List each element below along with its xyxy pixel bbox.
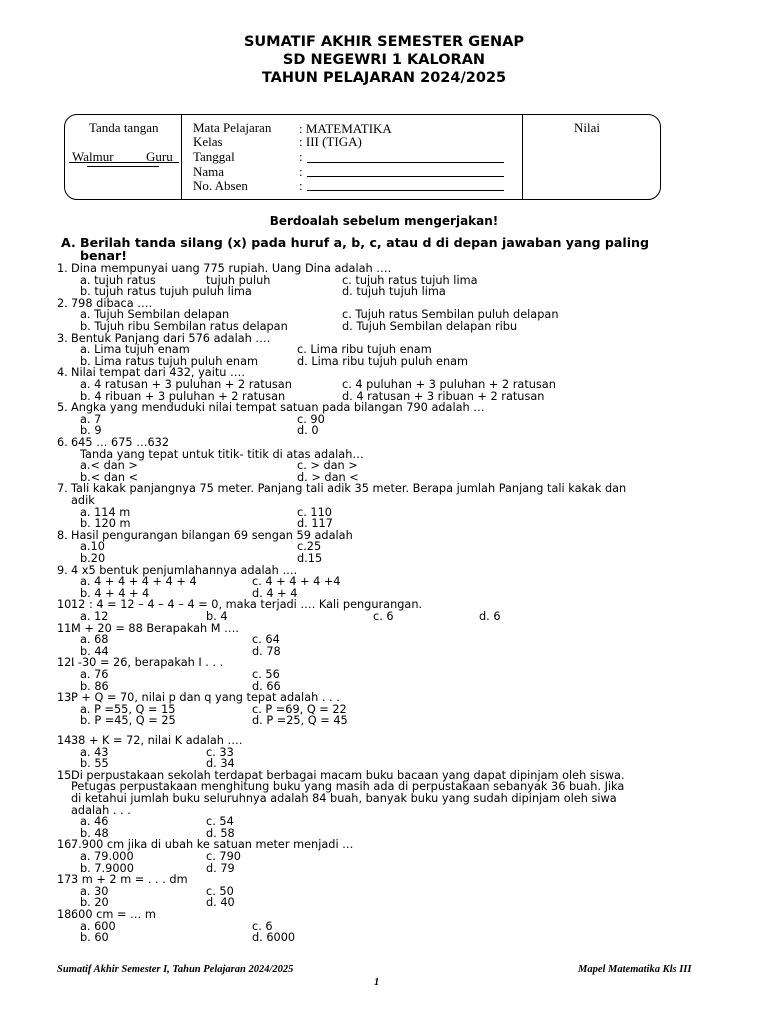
footer-right: Mapel Matematika Kls III [578,964,692,975]
question-number: 1. [57,262,68,275]
answer-option[interactable]: a. 46 [80,815,109,829]
answer-option[interactable]: c.25 [297,540,322,554]
question-number: 5. [57,401,68,415]
answer-option[interactable]: c. 4 puluhan + 3 puluhan + 2 ratusan [342,378,556,391]
answer-option[interactable]: b. 7.9000 [80,861,134,875]
question-text: 7.900 cm jika di ubah ke satuan meter menjadi … [71,838,354,852]
question-number: 8. [57,528,68,542]
answer-option[interactable]: a.10 [80,540,105,554]
answer-option[interactable]: a. 76 [80,668,109,681]
field-value-kelas: : III (TIGA) [299,134,362,149]
answer-option[interactable]: a. 4 ratusan + 3 puluhan + 2 ratusan [80,378,292,391]
question-number: 18. [57,908,75,921]
answer-option[interactable]: c. 6 [252,919,273,933]
answer-option[interactable]: a. tujuh ratus [80,273,156,287]
question-text: Dina mempunyai uang 775 rupiah. Uang Dina adalah …. [71,262,392,275]
answer-option[interactable]: b. 4 ribuan + 3 puluhan + 2 ratusan [80,389,286,403]
question-text: P + Q = 70, nilai p dan q yang tepat adalah . . . [71,691,340,705]
question-text: Bentuk Panjang dari 576 adalah …. [71,331,271,345]
answer-option[interactable]: c. 790 [206,850,241,863]
answer-option[interactable]: a. 7 [80,412,102,426]
answer-option[interactable]: b. 4 + 4 + 4 [80,586,150,600]
question-number: 14. [57,734,75,747]
answer-option[interactable]: b. 9 [80,424,102,438]
box-divider-1 [181,115,182,199]
answer-option[interactable]: d.15 [297,552,323,565]
answer-option[interactable]: b.20 [80,552,106,565]
answer-option[interactable]: c. 90 [297,412,325,426]
answer-option[interactable]: d. 34 [206,757,235,771]
nilai-label: Nilai [574,120,600,135]
signature-line [69,162,179,163]
question-number: 12. [57,656,75,670]
field-colon-nama: : [299,164,303,179]
answer-option[interactable]: d. 4 + 4 [252,586,298,600]
answer-option[interactable]: d. 6 [479,610,501,623]
answer-option[interactable]: a. 12 [80,610,109,623]
answer-option[interactable]: c. 33 [206,745,234,759]
answer-option[interactable]: b. 60 [80,931,109,945]
field-label-absen: No. Absen [193,178,248,193]
section-instruction-cont: benar! [80,248,127,263]
field-colon-tanggal: : [299,149,303,164]
answer-option[interactable]: d. 78 [252,644,281,658]
question-number: 10. [57,598,75,612]
answer-option[interactable]: a. 114 m [80,505,131,519]
question-text: Nilai tempat dari 432, yaitu …. [71,366,245,380]
answer-option[interactable]: a. 68 [80,633,109,647]
question-number: 11. [57,621,75,635]
question-text: Di perpustakaan sekolah terdapat berbagai macam buku bacaan yang dapat dipinjam oleh siswa. [71,768,625,782]
answer-option[interactable]: a. Lima tujuh enam [80,343,190,357]
question-text: Tanda yang tepat untuk titik- titik di atas adalah… [80,447,364,461]
answer-option[interactable]: b. 48 [80,826,109,840]
answer-option[interactable]: d. 117 [297,517,333,531]
question-text: I -30 = 26, berapakah I . . . [71,656,224,670]
question-text: M + 20 = 88 Berapakah M …. [71,621,239,635]
question-text: Hasil pengurangan bilangan 69 sengan 59 adalah [71,528,353,542]
answer-option[interactable]: d. 66 [252,679,281,693]
question-text: 798 dibaca …. [71,296,153,310]
question-text: 4 x5 bentuk penjumlahannya adalah …. [71,563,298,577]
answer-option[interactable]: c. 56 [252,668,280,681]
answer-option[interactable]: d. 0 [297,424,319,438]
answer-option[interactable]: a. 79.000 [80,850,134,863]
answer-option[interactable]: b. 20 [80,896,109,910]
page-number: 1 [374,977,380,988]
answer-option[interactable]: d. Lima ribu tujuh puluh enam [297,354,469,368]
answer-option[interactable]: b. Lima ratus tujuh puluh enam [80,354,258,368]
answer-option[interactable]: d. 58 [206,826,235,840]
answer-option[interactable]: b. 44 [80,644,109,658]
answer-option[interactable]: d. > dan < [297,470,359,484]
question-text: di ketahui jumlah buku seluruhnya adalah 84 buah, banyak buku yang sudah dipinjam oleh siwa [71,792,617,805]
answer-option[interactable]: b. 4 [206,610,228,623]
answer-option[interactable]: d. 79 [206,861,235,875]
question-text: Petugas perpustakaan menghitung buku yang masih ada di perpustakaan sebanyak 36 buah. Jika [71,780,625,794]
field-label-tanggal: Tanggal [193,149,235,164]
question-text: 600 cm = … m [71,908,156,921]
question-number: 7. [57,482,68,496]
answer-option[interactable]: a. 600 [80,919,116,933]
answer-option[interactable]: a. 4 + 4 + 4 + 4 + 4 [80,575,197,589]
field-label-nama: Nama [193,164,225,179]
nama-field[interactable] [307,176,504,177]
answer-option[interactable]: a.< dan > [80,459,138,473]
tanggal-field[interactable] [307,162,504,163]
field-label-kelas: Kelas [193,134,223,149]
signature-walmur: Walmur [72,149,114,164]
answer-option[interactable]: d. 6000 [252,931,296,945]
answer-option[interactable]: c. 4 + 4 + 4 +4 [252,575,341,589]
answer-option[interactable]: d. P =25, Q = 45 [252,714,348,728]
answer-option[interactable]: c. Tujuh ratus Sembilan puluh delapan [342,308,559,322]
answer-option[interactable]: b. Tujuh ribu Sembilan ratus delapan [80,320,288,333]
question-number: 4. [57,366,68,380]
identity-box [64,114,661,200]
section-letter: A. [61,235,76,250]
signature-line-2 [87,166,159,167]
answer-option[interactable]: d. 40 [206,896,235,910]
question-text: Angka yang menduduki nilai tempat satuan pada bilangan 790 adalah … [71,401,485,415]
answer-option[interactable]: a. 43 [80,745,109,759]
answer-option[interactable]: c. 54 [206,815,234,829]
answer-option[interactable]: c. 50 [206,884,234,898]
field-value-mapel: : MATEMATIKA [299,121,392,136]
question-number: 16. [57,838,75,852]
answer-option[interactable]: b. 86 [80,679,109,693]
answer-option[interactable]: tujuh puluh [206,273,271,287]
answer-option[interactable]: d. Tujuh Sembilan delapan ribu [342,320,518,333]
footer-left: Sumatif Akhir Semester I, Tahun Pelajaran 2024/2025 [57,964,294,975]
answer-option[interactable]: b.< dan < [80,470,139,484]
question-number: 13. [57,691,75,705]
answer-option[interactable]: b. 120 m [80,517,131,531]
question-number: 2. [57,296,68,310]
signature-label: Tanda tangan [89,120,159,135]
question-text: Tali kakak panjangnya 75 meter. Panjang tali adik 35 meter. Berapa jumlah Panjang tali kakak dan [71,482,627,496]
section-instruction: Berilah tanda silang (x) pada huruf a, b, c, atau d di depan jawaban yang paling [80,235,650,250]
question-text: 38 + K = 72, nilai K adalah …. [71,734,243,747]
answer-option[interactable]: d. 4 ratusan + 3 ribuan + 2 ratusan [342,389,545,403]
answer-option[interactable]: b. tujuh ratus tujuh puluh lima [80,285,252,299]
question-number: 3. [57,331,68,345]
question-text: 645 … 675 …632 [71,436,170,449]
answer-option[interactable]: a. P =55, Q = 15 [80,702,176,716]
box-divider-2 [522,115,523,199]
answer-option[interactable]: c. 110 [297,505,332,519]
answer-option[interactable]: b. P =45, Q = 25 [80,714,176,728]
title-line-2: SD NEGEWRI 1 KALORAN [282,52,486,68]
absen-field[interactable] [307,190,504,191]
answer-option[interactable]: c. tujuh ratus tujuh lima [342,273,478,287]
answer-option[interactable]: c. 6 [373,610,394,623]
answer-option[interactable]: b. 55 [80,757,109,771]
question-text: 3 m + 2 m = . . . dm [71,873,188,887]
field-colon-absen: : [299,178,303,193]
answer-option[interactable]: d. tujuh tujuh lima [342,285,446,299]
answer-option[interactable]: c. > dan > [297,459,358,473]
question-number: 15. [57,768,75,782]
title-line-3: TAHUN PELAJARAN 2024/2025 [261,70,507,86]
question-text: adik [71,494,95,507]
question-number: 17. [57,873,75,887]
question-number: 6. [57,436,68,449]
answer-option[interactable]: a. 30 [80,884,109,898]
question-text: 12 : 4 = 12 – 4 – 4 – 4 = 0, maka terjadi …. Kali pengurangan. [71,598,423,612]
signature-guru: Guru [146,149,173,164]
answer-option[interactable]: a. Tujuh Sembilan delapan [80,308,230,322]
answer-option[interactable]: c. 64 [252,633,280,647]
field-label-mapel: Mata Pelajaran [193,120,272,135]
title-line-1: SUMATIF AKHIR SEMESTER GENAP [243,34,525,50]
answer-option[interactable]: c. P =69, Q = 22 [252,702,347,716]
prayer-text: Berdoalah sebelum mengerjakan! [269,214,499,228]
question-number: 9. [57,563,68,577]
question-text: adalah . . . [71,803,131,817]
answer-option[interactable]: c. Lima ribu tujuh enam [297,343,432,357]
